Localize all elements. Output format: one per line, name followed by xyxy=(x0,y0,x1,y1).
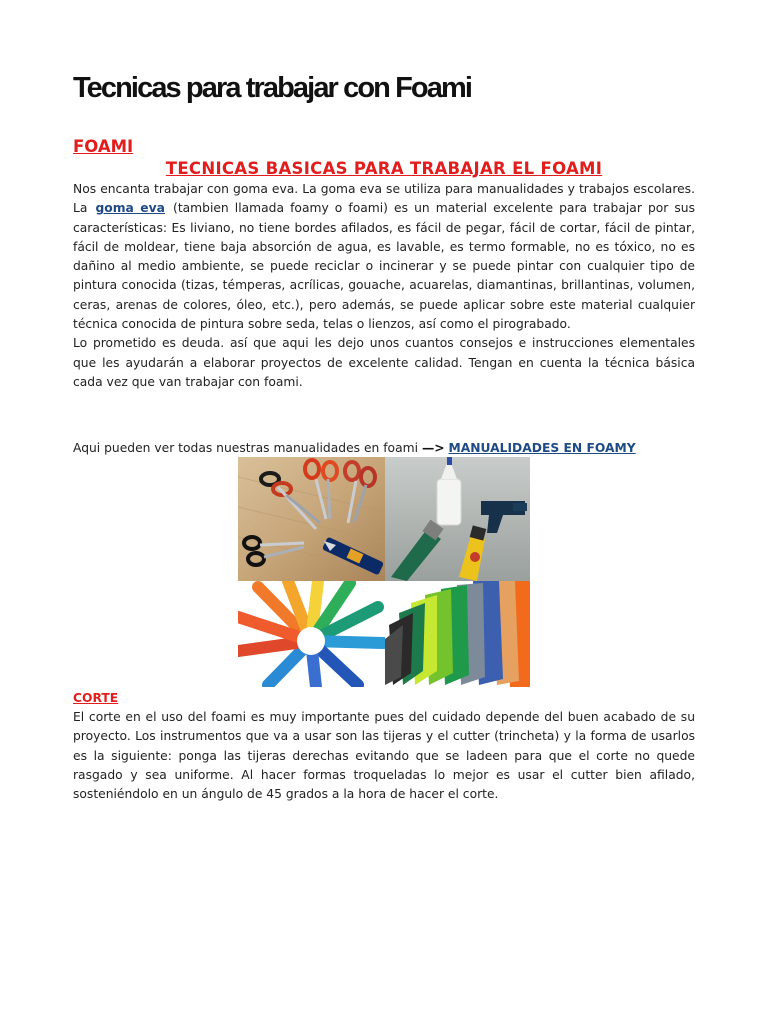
document-title: Tecnicas para trabajar con Foami xyxy=(73,72,472,104)
corte-paragraph: El corte en el uso del foami es muy importante pues del cuidado depende del buen acabado de su proyecto. Los instrumentos que va a usar son las tijeras y el cutter (trincheta) y la forma de usarlos es la siguiente: ponga las tijeras derechas evitando que se ladeen para que el corte no quede rasgado y sea uniforme. Al hacer formas troqueladas lo mejor es usar el cutter bien afilado, sosteniéndolo en un ángulo de 45 grados a la hora de hacer el corte. xyxy=(73,710,695,802)
arrow-icon: —> xyxy=(421,441,445,455)
markers-photo xyxy=(238,581,385,687)
crafts-link-intro: Aqui pueden ver todas nuestras manualidades en foami xyxy=(73,441,419,455)
intro-text-start: Nos encanta trabajar con goma eva. La goma eva se utiliza para manualidades y trabajos escolares. La xyxy=(73,182,695,216)
second-paragraph: Lo prometido es deuda. así que aqui les dejo unos cuantos consejos e instrucciones elementales que les ayudarán a elaborar proyectos de excelente calidad. Tengan en cuenta la técnica básica cada vez que van trabajar con foami. xyxy=(73,336,695,389)
glue-photo xyxy=(385,457,530,581)
goma-eva-link[interactable]: goma eva xyxy=(95,201,165,216)
scissors-photo xyxy=(238,457,385,581)
crafts-collage-image xyxy=(238,457,530,687)
foami-label: FOAMI xyxy=(73,137,134,156)
section-heading: TECNICAS BASICAS PARA TRABAJAR EL FOAMI xyxy=(165,159,603,178)
corte-heading: CORTE xyxy=(73,691,119,705)
article-content xyxy=(73,136,695,392)
intro-paragraph xyxy=(73,180,695,334)
crafts-link-line xyxy=(73,439,713,458)
corte-section xyxy=(73,708,695,804)
intro-text-end: (tambien llamada foamy o foami) es un material excelente para trabajar por sus características: Es liviano, no tiene bordes afilados, es fácil de pegar, fácil de cortar, fácil de pintar, fácil de moldear, tiene baja absorción de agua, es lavable, es termo formable, no es tóxico, no es dañino al medio ambiente, se puede reciclar o incinerar y se puede pintar con cualquier tipo de pintura conocida (tizas, témperas, acrílicas, gouache, acuarelas, diamantinas, brillantinas, volumen, ceras, arenas de colores, óleo, etc.), pero además, se puede aplicar sobre este material cualquier técnica conocida de pintura sobre seda, telas o lienzos, así como el pirograbado. xyxy=(73,201,696,332)
manualidades-en-foamy-link[interactable]: MANUALIDADES EN FOAMY xyxy=(448,441,636,455)
foam-sheets-photo xyxy=(385,581,530,687)
